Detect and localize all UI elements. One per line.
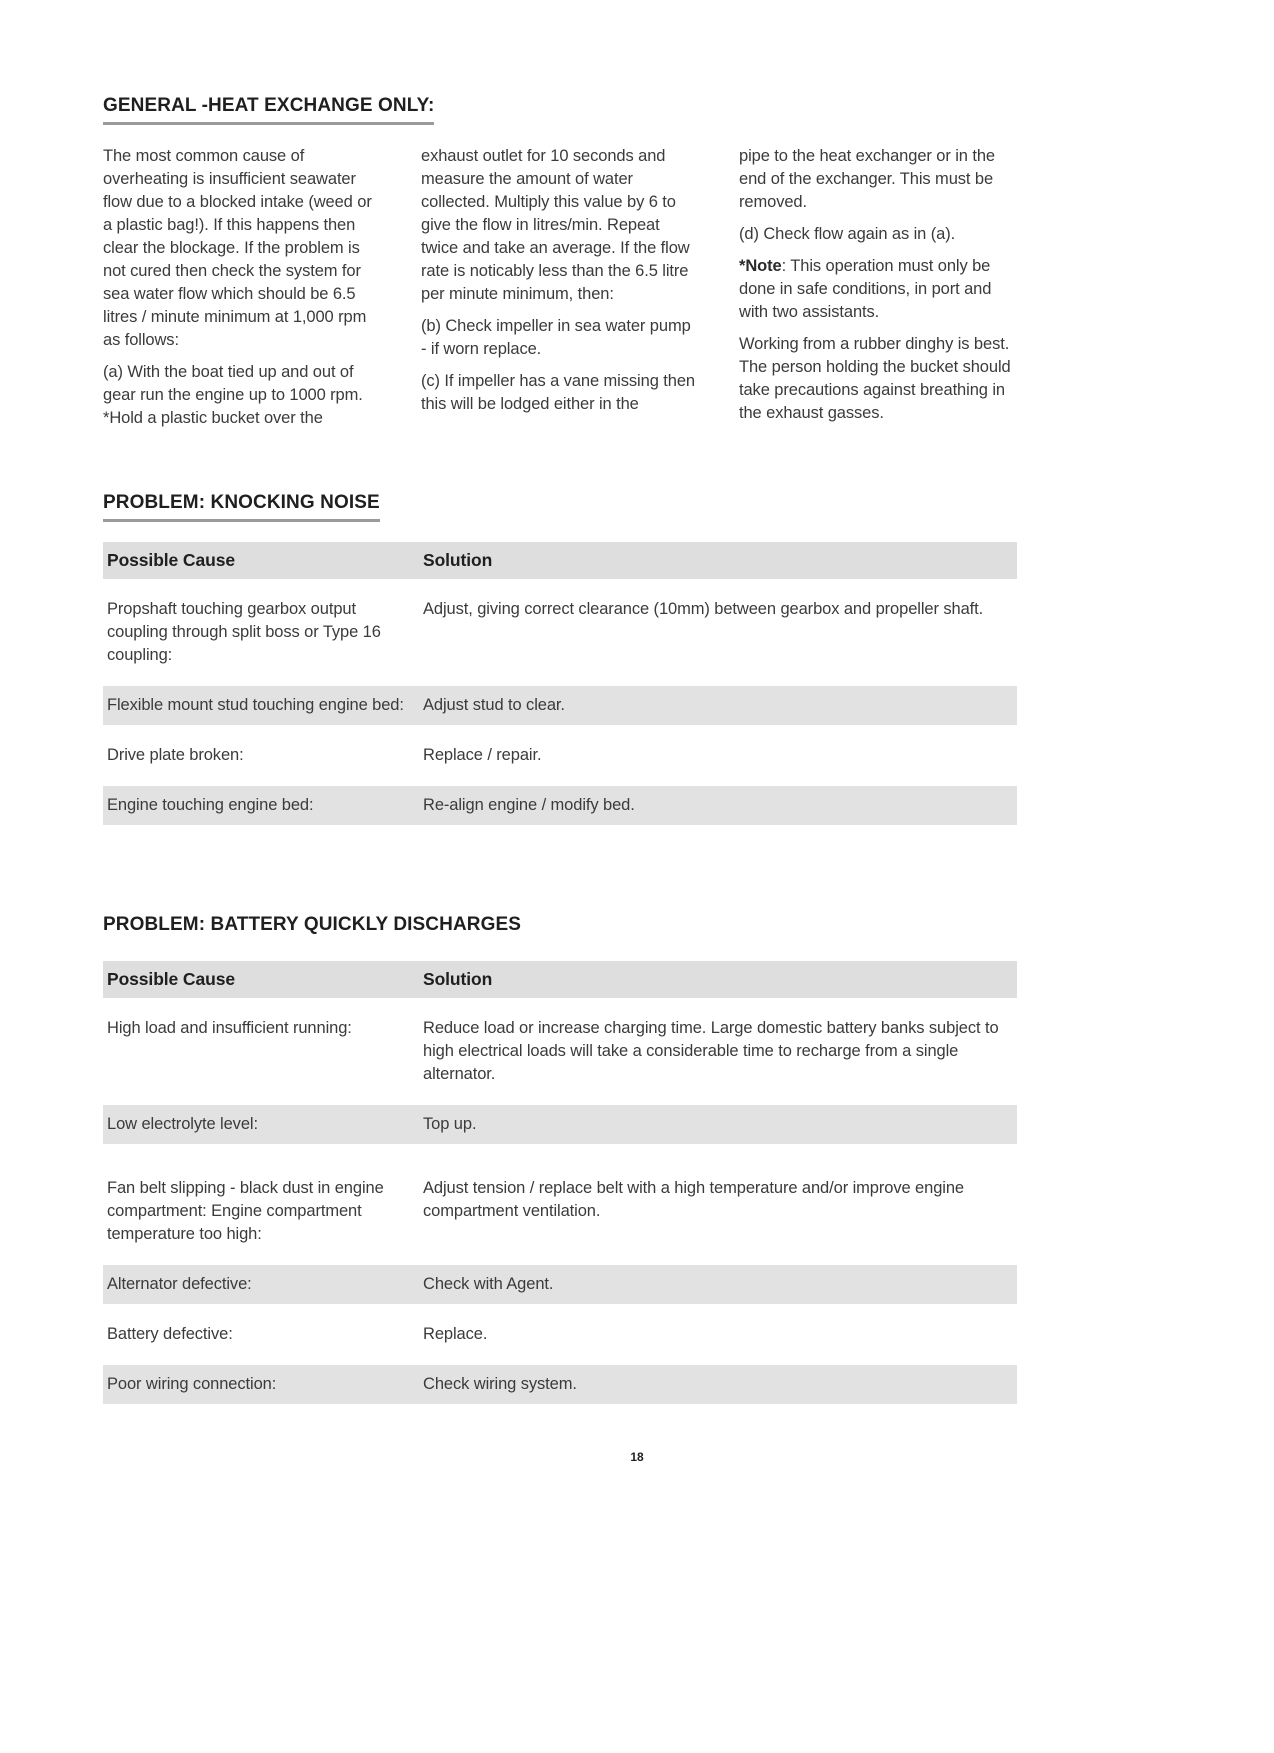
- table-row: [103, 786, 1017, 825]
- page-content: [103, 95, 1017, 1415]
- cause-cell: Engine touching engine bed:: [107, 796, 314, 814]
- cause-cell: Poor wiring connection:: [107, 1375, 277, 1393]
- general-column-1: [103, 145, 381, 430]
- battery-table-header: [103, 961, 1017, 998]
- note-label: *Note: [739, 257, 782, 275]
- table-row: [103, 1009, 1017, 1094]
- cause-cell: Propshaft touching gearbox output coupling through split boss or Type 16 coupling:: [107, 600, 381, 664]
- solution-cell: Replace.: [423, 1325, 488, 1343]
- paragraph: (c) If impeller has a vane missing then this will be lodged either in the: [421, 372, 695, 413]
- cause-cell: Low electrolyte level:: [107, 1115, 258, 1133]
- solution-cell: Replace / repair.: [423, 746, 542, 764]
- general-column-3: [739, 145, 1017, 430]
- paragraph: exhaust outlet for 10 seconds and measure the amount of water collected. Multiply this value by 6 to give the flow in litres/min. Repeat twice and take an average. If the flow rate is noticably less than the 6.5 litre per minute minimum, then:: [421, 147, 690, 303]
- solution-cell: Re-align engine / modify bed.: [423, 796, 635, 814]
- section-spacer: [103, 836, 1017, 914]
- column-header-solution: Solution: [423, 969, 493, 989]
- knocking-table: [103, 542, 1017, 825]
- cause-cell: Battery defective:: [107, 1325, 233, 1343]
- paragraph: (b) Check impeller in sea water pump - if worn replace.: [421, 317, 691, 358]
- solution-cell: Adjust, giving correct clearance (10mm) between gearbox and propeller shaft.: [423, 600, 984, 618]
- table-row: [103, 1105, 1017, 1144]
- battery-section-heading: PROBLEM: BATTERY QUICKLY DISCHARGES: [103, 914, 522, 935]
- column-header-solution: Solution: [423, 550, 493, 570]
- table-row: [103, 590, 1017, 675]
- table-row: [103, 1265, 1017, 1304]
- table-row: [103, 736, 1017, 775]
- paragraph: (d) Check flow again as in (a).: [739, 225, 956, 243]
- cause-cell: High load and insufficient running:: [107, 1019, 352, 1037]
- solution-cell: Adjust stud to clear.: [423, 696, 565, 714]
- paragraph: (a) With the boat tied up and out of gear run the engine up to 1000 rpm. *Hold a plastic bucket over the: [103, 363, 363, 427]
- cause-cell: Alternator defective:: [107, 1275, 252, 1293]
- solution-cell: Reduce load or increase charging time. Large domestic battery banks subject to high electrical loads will take a considerable time to recharge from a single alternator.: [423, 1019, 999, 1083]
- solution-cell: Check wiring system.: [423, 1375, 577, 1393]
- note-paragraph: [739, 255, 1017, 324]
- solution-cell: Adjust tension / replace belt with a high temperature and/or improve engine compartment ventilation.: [423, 1179, 964, 1220]
- cause-cell: Flexible mount stud touching engine bed:: [107, 696, 404, 714]
- table-row: [103, 1315, 1017, 1354]
- table-row: [103, 1365, 1017, 1404]
- solution-cell: Top up.: [423, 1115, 477, 1133]
- knocking-table-header: [103, 542, 1017, 579]
- cause-cell: Drive plate broken:: [107, 746, 244, 764]
- solution-cell: Check with Agent.: [423, 1275, 554, 1293]
- column-header-possible-cause: Possible Cause: [107, 550, 235, 570]
- paragraph: pipe to the heat exchanger or in the end of the exchanger. This must be removed.: [739, 147, 996, 211]
- general-column-2: [421, 145, 699, 430]
- cause-cell: Fan belt slipping - black dust in engine compartment: Engine compartment temperature too high:: [107, 1179, 384, 1243]
- general-three-column-text: [103, 145, 1017, 430]
- column-header-possible-cause: Possible Cause: [107, 969, 235, 989]
- table-row: [103, 1169, 1017, 1254]
- page-number: 18: [630, 1450, 644, 1464]
- general-section-heading: GENERAL -HEAT EXCHANGE ONLY:: [103, 95, 434, 125]
- paragraph: Working from a rubber dinghy is best. The person holding the bucket should take precautions against breathing in the exhaust gasses.: [739, 335, 1011, 422]
- paragraph: The most common cause of overheating is insufficient seawater flow due to a blocked intake (weed or a plastic bag!). If this happens then clear the blockage. If the problem is not cured then check the system for sea water flow which should be 6.5 litres / minute minimum at 1,000 rpm as follows:: [103, 147, 372, 349]
- table-row: [103, 686, 1017, 725]
- knocking-section-heading: PROBLEM: KNOCKING NOISE: [103, 492, 380, 522]
- note-text: : This operation must only be done in safe conditions, in port and with two assistants.: [739, 257, 992, 321]
- battery-table: [103, 961, 1017, 1404]
